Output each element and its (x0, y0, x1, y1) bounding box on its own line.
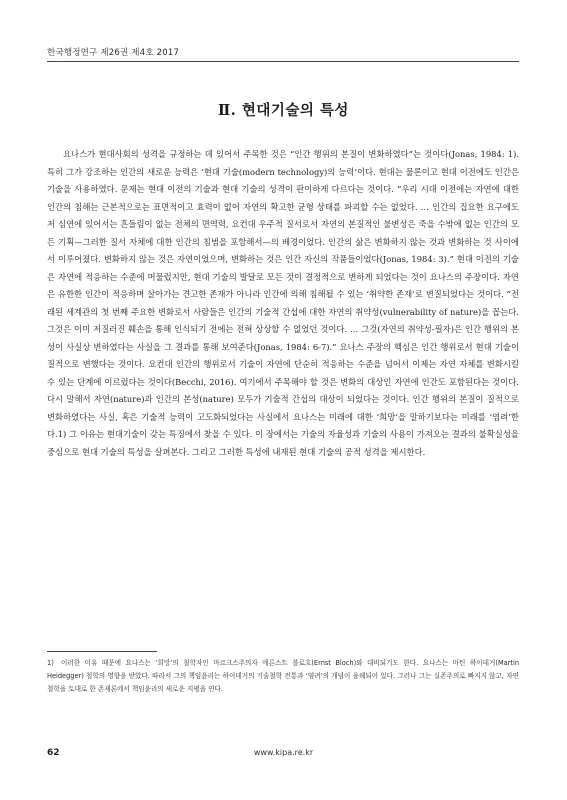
body-text (47, 146, 519, 461)
section-title: Ⅱ. 현대기술의 특성 (218, 102, 349, 119)
footnote-rule (47, 651, 157, 652)
footnote (47, 657, 519, 696)
header-rule (47, 61, 519, 62)
body-paragraph: 요나스가 현대사회의 성격을 규정하는 데 있어서 주목한 것은 “인간 행위의 본질이 변화하였다”는 것이다(Jonas, 1984: 1). 특히 그가 강조하는 인간의 새로운 능력은 ‘현대 기술(modern technology)의 능력’이다. 현대는 물론이고 현대 이전에도 인간은 기술을 사용하였다. 문제는 현대 이전의 기술과 현대 기술의 성격이 판이하게 다르다는 것이다. “우리 시대 이전에는 자연에 대한 인간의 침해는 근본적으로는 표면적이고 효력이 없어 자연의 확고한 균형 상태를 파괴할 수는 없었다. … 인간의 집요한 요구에도 저 심연에 있어서는 흔들림이 없는 전체의 면역력, 요컨대 우주적 질서로서 자연의 본질적인 불변성은 죽을 수밖에 없는 인간의 모든 기획—그러한 질서 자체에 대한 인간의 침범을 포함해서—의 배경이었다. 인간의 삶은 변화하지 않는 것과 변화하는 것 사이에서 이루어졌다. 변화하지 않는 것은 자연이었으며, 변화하는 것은 인간 자신의 작품들이었다(Jonas, 1984: 3).” 현대 이전의 기술은 자연에 적응하는 수준에 머물렀지만, 현대 기술의 발달로 모든 것이 결정적으로 변하게 되었다는 것이 요나스의 주장이다. 자연은 유한한 인간이 적응하며 살아가는 견고한 존재가 아니라 인간에 의해 침해될 수 있는 ‘취약한 존재’로 변질되었다는 것이다. “전래된 세계관의 첫 번째 주요한 변화로서 사람들은 인간의 기술적 간섭에 대한 자연의 취약성(vulnerability of nature)을 꼽는다. 그것은 이미 저질러진 훼손을 통해 인식되기 전에는 전혀 상상할 수 없었던 것이다. … 그것(자연의 취약성-필자)은 인간 행위의 본성이 사실상 변하였다는 사실을 그 결과를 통해 보여준다(Jonas, 1984: 6-7).” 요나스 주장의 핵심은 인간 행위로서 현대 기술이 질적으로 변했다는 것이다. 요컨대 인간의 행위로서 기술이 자연에 단순히 적응하는 수준을 넘어서 이제는 자연 자체를 변화시킬 수 있는 단계에 이르렀다는 것이다(Becchi, 2016). 여기에서 주목해야 할 것은 변화의 대상인 자연에 인간도 포함된다는 것이다. 다시 말해서 자연(nature)과 인간의 본성(nature) 모두가 기술적 간섭의 대상이 되었다는 것이다. 인간 행위의 본질이 질적으로 변화하였다는 사실, 혹은 기술적 능력이 고도화되었다는 사실에서 요나스는 미래에 대한 ‘희망’을 말하기보다는 미래를 ‘염려’한다.1) 그 이유는 현대기술이 갖는 특징에서 찾을 수 있다. 이 장에서는 기술의 자율성과 기술의 사용이 가져오는 결과의 불확실성을 중심으로 현대 기술의 특성을 살펴본다. 그리고 그러한 특성에 내재된 현대 기술의 공적 성격을 제시한다. (47, 149, 519, 457)
page-number: 62 (47, 748, 60, 758)
footnote-mark: 1) (47, 659, 54, 667)
footer-url: www.kipa.re.kr (253, 748, 314, 757)
running-header: 한국행정연구 제26권 제4호 2017 (47, 48, 180, 58)
footnote-text: 이러한 이유 때문에 요나스는 ‘희망’의 철학자인 마르크스주의자 에른스트 블로흐(Ernst Bloch)와 대비되기도 한다. 요나스는 마틴 하이데거(Martin Heidegger) 철학의 영향을 받았다. 따라서 그의 책임윤리는 하이데거의 기술철학 전통과 ‘염려’의 개념이 융해되어 있다. 그러나 그는 실존주의로 빠지지 않고, 자연철학을 토대로 한 존재론에서 책임윤리의 새로운 지평을 연다. (47, 659, 519, 693)
